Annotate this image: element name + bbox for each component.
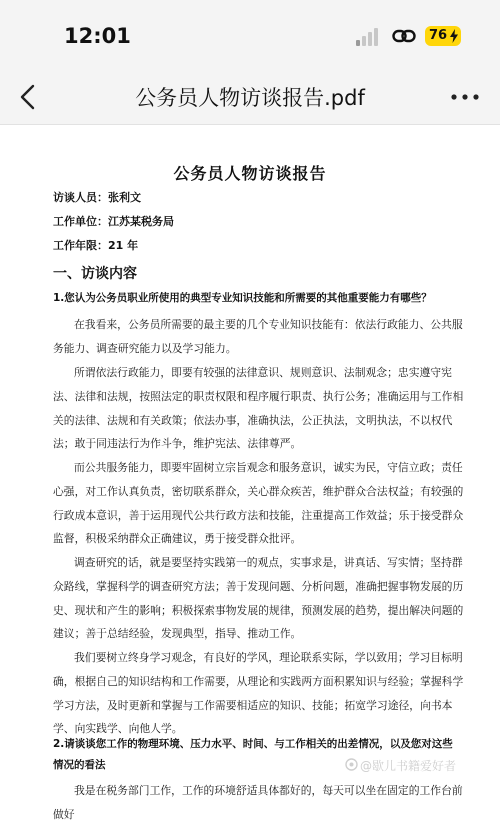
more-horizontal-icon[interactable] — [448, 85, 482, 109]
watermark: @歇儿书籍爱好者 — [360, 759, 457, 773]
document-title: 公务员人物访谈报告 — [173, 164, 327, 183]
paragraph-1: 在我看来，公务员所需要的最主要的几个专业知识技能有：依法行政能力、公共服务能力、调查研究能力以及学习能力。 — [53, 318, 463, 355]
watermark-logo-icon — [345, 758, 358, 771]
years-line: 工作年限：21 年 — [53, 239, 139, 252]
paragraph-3: 而公共服务能力，即要牢固树立宗旨观念和服务意识，诚实为民，守信立政；责任心强，对工作认真负责，密切联系群众，关心群众疾苦，维护群众合法权益；有较强的行政成本意识，善于运用现代公共行政方法和技能，注重提高工作效益；乐于接受群众监督，积极采纳群众正确建议，勇于接受群众批评。 — [53, 461, 464, 546]
status-time: 12:01 — [64, 24, 131, 48]
chevron-left-icon[interactable] — [14, 82, 42, 112]
page-title: 公务员人物访谈报告.pdf — [135, 86, 365, 110]
link-icon — [392, 28, 416, 44]
charging-bolt-icon — [450, 29, 458, 43]
paragraph-4: 调查研究的话，就是要坚持实践第一的观点，实事求是，讲真话、写实情；坚持群众路线，掌握科学的调查研究方法；善于发现问题、分析问题，准确把握事物发展的历史、现状和产生的影响；积极探索事物发展的规律，预测发展的趋势，提出解决问题的建议；善于总结经验，发现典型，指导、推动工作。 — [53, 556, 464, 641]
paragraph-6: 我是在税务部门工作，工作的环境舒适具体都好的，每天可以坐在固定的工作台前做好 — [53, 784, 463, 821]
cellular-signal-icon — [356, 28, 380, 46]
status-bar — [0, 0, 500, 72]
question-1: 1.您认为公务员职业所使用的典型专业知识技能和所需要的其他重要能力有哪些？ — [53, 292, 432, 304]
workplace-line: 工作单位：江苏某税务局 — [53, 215, 174, 228]
pdf-page[interactable] — [0, 125, 500, 821]
paragraph-2: 所谓依法行政能力，即要有较强的法律意识、规则意识、法制观念；忠实遵守宪法、法律和法规，按照法定的职责权限和程序履行职责、执行公务；准确运用与工作相关的法律、法规和有关政策；依法办事，准确执法，公正执法，文明执法，不以权代法；敢于同违法行为作斗争，维护宪法、法律尊严。 — [53, 366, 464, 451]
section-heading: 一、访谈内容 — [53, 266, 137, 282]
paragraph-5: 我们要树立终身学习观念，有良好的学风，理论联系实际，学以致用；学习目标明确，根据自己的知识结构和工作需要，从理论和实践两方面积累知识与经验；掌握科学学习方法，及时更新和掌握与工作需要相适应的知识、技能；拓宽学习途径，向书本学、向实践学、向他人学。 — [53, 651, 464, 736]
battery-indicator — [425, 26, 461, 46]
battery-level: 76 — [429, 28, 448, 43]
question-2: 2.请谈谈您工作的物理环境、压力水平、时间、与工作相关的出差情况，以及您对这些情况的看法 — [53, 738, 453, 771]
interviewee-line: 访谈人员：张利文 — [53, 191, 141, 204]
nav-bar — [0, 72, 500, 125]
